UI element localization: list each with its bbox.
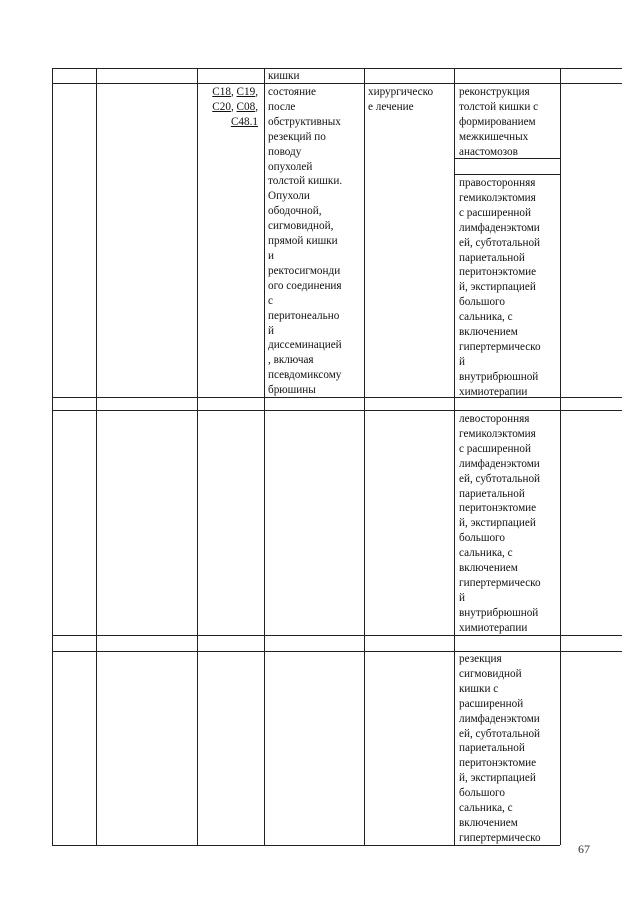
method-line: перитонэктомие [459, 266, 537, 279]
method-line: лимфаденэктоми [459, 457, 540, 470]
method-line: лимфаденэктоми [459, 712, 540, 725]
method-line: гипертермическо [459, 576, 541, 589]
separator: , [230, 100, 237, 113]
method-line: межкишечных [459, 130, 529, 143]
method-line: сигмовидной [459, 667, 522, 680]
method-line: й [459, 591, 465, 604]
condition-line: и [268, 249, 274, 262]
method-line: ей, субтотальной [459, 472, 541, 485]
method-line: гемиколэктомия [459, 191, 536, 204]
condition-line: состояние [268, 86, 317, 98]
method-line: гипертермическо [459, 340, 541, 353]
method-line: ей, субтотальной [459, 236, 541, 249]
method-line: й, экстирпацией [459, 517, 536, 530]
icd-code-link[interactable]: C19 [236, 86, 256, 98]
method-line: париетальной [459, 251, 525, 264]
method-line: париетальной [459, 487, 525, 500]
condition-line: й [268, 324, 274, 337]
method-line: сальника, с [459, 802, 513, 815]
method-line: включением [459, 816, 518, 829]
treatment-type [368, 85, 433, 115]
condition-line: резекций по [268, 130, 326, 143]
condition-line: , включая [268, 354, 314, 367]
column-divider [454, 68, 455, 845]
method-left-hemicolectomy [459, 412, 541, 636]
method-line: й [459, 355, 465, 368]
separator: , [255, 100, 258, 113]
method-line: с расширенной [459, 442, 532, 455]
condition-line: псевдомиксому [268, 369, 342, 382]
condition-line: поводу [268, 145, 302, 158]
condition-line: опухолей [268, 160, 313, 173]
treatment-line: е лечение [368, 100, 414, 113]
icd-code-link[interactable]: C18 [212, 86, 231, 98]
condition-line: толстой кишки. [268, 175, 343, 188]
column-divider [364, 68, 365, 845]
icd-code-link[interactable]: C20 [212, 100, 231, 113]
method-line: сальника, с [459, 547, 513, 560]
condition-line: брюшины [268, 384, 316, 397]
icd-code-line [198, 85, 258, 100]
row-divider [52, 410, 622, 411]
column-divider [96, 68, 97, 845]
method-line: сальника, с [459, 311, 513, 324]
separator: , [255, 86, 258, 98]
method-line: ей, субтотальной [459, 727, 541, 740]
method-line: внутрибрюшной [459, 370, 539, 383]
condition-line: с [268, 294, 273, 307]
method-line: толстой кишки с [459, 100, 539, 113]
method-line: химиотерапии [459, 621, 528, 634]
condition-line: прямой кишки [268, 235, 338, 248]
method-line: большого [459, 787, 505, 800]
method-line: перитонэктомие [459, 757, 537, 770]
condition-line: обструктивных [268, 115, 341, 128]
icd-code-line [198, 100, 258, 115]
method-line: реконструкция [459, 86, 530, 98]
method-right-hemicolectomy [459, 176, 541, 400]
table-border-left [52, 68, 53, 845]
method-line: формированием [459, 115, 536, 128]
method-line: перитонэктомие [459, 502, 537, 515]
method-line: левосторонняя [459, 413, 530, 425]
method-divider [454, 174, 560, 175]
condition-line: перитонеально [268, 309, 340, 322]
condition-continuation: кишки [268, 70, 300, 82]
method-line: правосторонняя [459, 177, 536, 189]
method-line: кишки с [459, 682, 499, 695]
method-line: большого [459, 532, 505, 545]
method-line: лимфаденэктоми [459, 221, 540, 234]
condition-line: после [268, 100, 296, 113]
icd-code-line [198, 115, 258, 130]
column-divider [197, 68, 198, 845]
method-line: гипертермическо [459, 831, 541, 844]
condition-line: ого соединения [268, 279, 342, 292]
table-border-top [52, 68, 622, 69]
method-line: резекция [459, 653, 502, 665]
icd-code-link[interactable]: C48.1 [230, 115, 258, 128]
method-line: расширенной [459, 697, 524, 710]
method-line: внутрибрюшной [459, 606, 539, 619]
row-divider [52, 83, 622, 84]
condition-description [268, 85, 342, 398]
page-number: 67 [578, 842, 590, 856]
condition-line: ободочной, [268, 205, 322, 218]
condition-line: диссеминацией [268, 339, 342, 352]
method-sigmoid-resection [459, 652, 541, 846]
method-line: анастомозов [459, 145, 518, 158]
column-divider [264, 68, 265, 845]
method-line: й, экстирпацией [459, 281, 536, 294]
method-line: й, экстирпацией [459, 772, 536, 785]
separator: , [230, 86, 237, 98]
method-reconstruction [459, 85, 538, 160]
method-line: включением [459, 562, 518, 575]
icd-codes [198, 85, 258, 130]
method-line: париетальной [459, 742, 525, 755]
method-line: с расширенной [459, 206, 532, 219]
method-line: большого [459, 296, 505, 309]
method-line: гемиколэктомия [459, 427, 536, 440]
method-line: химиотерапии [459, 385, 528, 398]
condition-line: сигмовидной, [268, 220, 334, 233]
method-line: включением [459, 326, 518, 339]
treatment-line: хирургическо [368, 86, 434, 98]
condition-line: ректосигмонди [268, 264, 341, 277]
condition-line: Опухоли [268, 190, 310, 203]
column-divider [560, 68, 561, 845]
icd-code-link[interactable]: C08 [236, 100, 256, 113]
